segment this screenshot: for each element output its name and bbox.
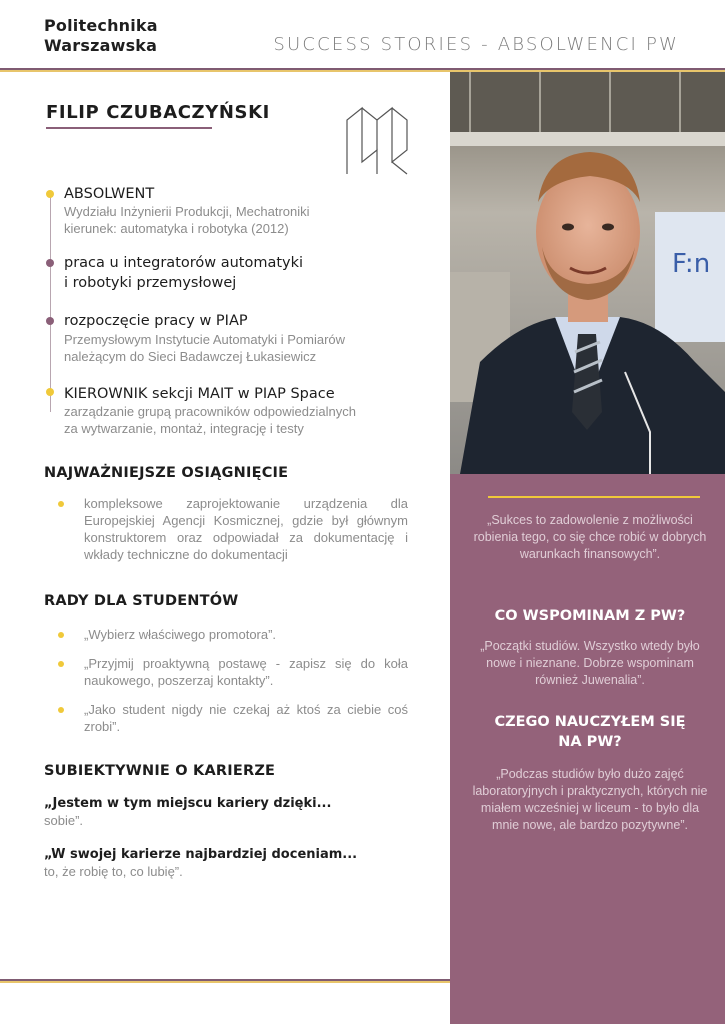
footer-divider (0, 979, 450, 983)
svg-text:F:n: F:n (672, 249, 711, 279)
timeline-line (50, 194, 51, 412)
career-title: SUBIEKTYWNIE O KARIERZE (44, 763, 276, 779)
timeline-heading: praca u integratorów automatyki (64, 255, 304, 271)
advice-title: RADY DLA STUDENTÓW (44, 593, 239, 609)
logo-line-2: Warszawska (44, 36, 158, 55)
achievement-title: NAJWAŻNIEJSZE OSIĄGNIĘCIE (44, 465, 289, 481)
advice-item (58, 701, 408, 735)
portrait-illustration (450, 72, 725, 474)
timeline-heading: KIEROWNIK sekcji MAIT w PIAP Space (64, 386, 335, 402)
advice-text: „Jako student nigdy nie czekaj aż ktoś za ciebie coś zrobi”. (84, 702, 408, 734)
career-quote-2-answer: to, że robię to, co lubię”. (44, 864, 183, 879)
timeline-dot (46, 190, 54, 198)
timeline-detail: należącym do Sieci Badawczej Łukasiewicz (64, 349, 317, 364)
timeline-detail: Wydziału Inżynierii Produkcji, Mechatroniki (64, 204, 310, 219)
timeline-dot (46, 388, 54, 396)
advice-text: „Przyjmij proaktywną postawę - zapisz się do koła naukowego, poszerzaj kontakty”. (84, 656, 408, 688)
page-header-title: SUCCESS STORIES - ABSOLWENCI PW (273, 34, 679, 55)
side-panel (450, 474, 725, 1024)
timeline-heading: rozpoczęcie pracy w PIAP (64, 313, 248, 329)
timeline-detail: zarządzanie grupą pracowników odpowiedzialnych (64, 404, 356, 419)
timeline-detail: za wytwarzanie, montaż, integrację i testy (64, 421, 304, 436)
logo-line-1: Politechnika (44, 16, 158, 35)
person-name: FILIP CZUBACZYŃSKI (46, 102, 270, 123)
career-quote-2-head: „W swojej karierze najbardziej doceniam... (44, 847, 358, 862)
advice-item (58, 655, 408, 689)
panel-memories-text: „Początki studiów. Wszystko wtedy było nowe i nieznane. Dobrze wspominam również Juwenalia”. (480, 639, 700, 687)
advice-item (58, 626, 408, 643)
panel-learned-text: „Podczas studiów było dużo zajęć laboratoryjnych i praktycznych, których nie miałem wcześniej w liceum - to było dla mnie nowe, ale bardzo pozytywne”. (472, 767, 708, 832)
panel-heading-learned: CZEGO NAUCZYŁEM SIĘ NA PW? (494, 714, 686, 750)
bullet-dot (58, 661, 64, 667)
bullet-dot (58, 707, 64, 713)
career-quote-1-answer: sobie”. (44, 813, 84, 828)
monogram-icon (344, 106, 414, 176)
achievement-item (58, 495, 408, 563)
name-underline (46, 127, 212, 129)
university-logo (44, 16, 158, 56)
timeline-dot (46, 259, 54, 267)
bullet-dot (58, 632, 64, 638)
panel-quote: „Sukces to zadowolenie z możliwości robienia tego, co się chce robić w dobrych warunkach finansowych”. (473, 513, 707, 561)
timeline-detail: kierunek: automatyka i robotyka (2012) (64, 221, 289, 236)
panel-accent-line (488, 496, 700, 498)
career-quote-1-head: „Jestem w tym miejscu kariery dzięki... (44, 796, 332, 811)
bullet-dot (58, 501, 64, 507)
panel-heading-memories: CO WSPOMINAM Z PW? (494, 608, 686, 624)
timeline-detail: Przemysłowym Instytucie Automatyki i Pomiarów (64, 332, 346, 347)
achievement-text: kompleksowe zaprojektowanie urządzenia dla Europejskiej Agencji Kosmicznej, gdzie był głównym konstruktorem oraz odpowiadał za dokumentację i wkłady techniczne do dokumentacji (84, 496, 408, 562)
portrait-photo (450, 72, 725, 474)
timeline-heading: ABSOLWENT (64, 186, 155, 202)
timeline-heading: i robotyki przemysłowej (64, 275, 237, 291)
timeline-dot (46, 317, 54, 325)
advice-text: „Wybierz właściwego promotora”. (84, 627, 277, 642)
